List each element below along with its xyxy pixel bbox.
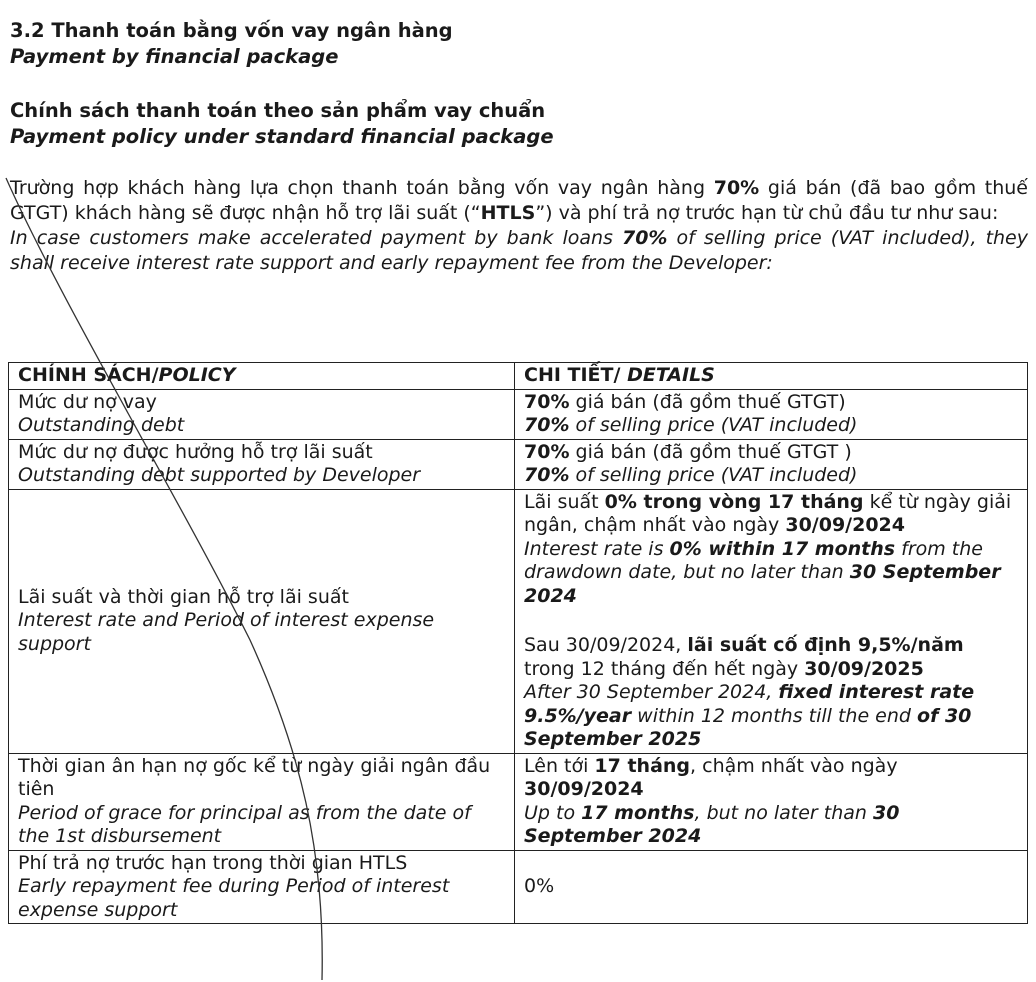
row-detail <box>515 489 1028 753</box>
detail-text: trong 12 tháng đến hết ngày <box>524 657 805 680</box>
detail-bold: 30/09/2025 <box>804 657 924 680</box>
detail-text: within 12 months till the end <box>631 704 918 727</box>
row-detail <box>515 439 1028 489</box>
detail-text: , chậm nhất vào ngày <box>690 754 898 777</box>
table-row <box>9 389 1028 439</box>
intro-en-text: of selling price (VAT included), they shall receive interest rate support and early repayment fee from the Developer: <box>10 227 1028 274</box>
row-label <box>9 850 515 924</box>
detail-bold: 70% <box>524 414 570 436</box>
row-label-en: Outstanding debt <box>18 414 185 436</box>
intro-en-percent: 70% <box>621 227 668 249</box>
header-details-en: DETAILS <box>627 364 715 386</box>
detail-bold: fixed interest rate 9.5%/year <box>524 681 975 727</box>
detail-vi <box>524 441 1018 465</box>
detail-text: giá bán (đã gồm thuế GTGT ) <box>569 440 852 463</box>
policy-heading-vi: Chính sách thanh toán theo sản phẩm vay chuẩn <box>10 99 546 122</box>
intro-vi <box>10 176 1028 226</box>
table-row <box>9 753 1028 850</box>
detail-text: from the drawdown date, but no later than <box>524 537 983 583</box>
row-label-vi: Phí trả nợ trước hạn trong thời gian HTLS <box>18 851 408 874</box>
detail-bold: lãi suất cố định 9,5%/năm <box>687 634 964 656</box>
row-label-vi: Lãi suất và thời gian hỗ trợ lãi suất <box>18 585 349 608</box>
detail-bold: of 30 September 2025 <box>524 704 972 750</box>
detail-bold: 17 tháng <box>594 754 691 777</box>
detail-vi <box>524 391 1018 415</box>
detail-bold: 0% within 17 months <box>669 537 896 560</box>
detail-en <box>524 414 1018 438</box>
table-row <box>9 489 1028 753</box>
policy-table <box>8 362 1028 924</box>
policy-heading-en: Payment policy under standard financial package <box>10 125 554 148</box>
detail-text: of selling price (VAT included) <box>569 464 858 486</box>
detail-bold: 30 September 2024 <box>524 801 900 847</box>
detail-text: Lên tới <box>524 754 595 777</box>
row-label <box>9 389 515 439</box>
section-heading <box>10 18 453 70</box>
row-detail <box>515 753 1028 850</box>
section-title-vi: 3.2 Thanh toán bằng vốn vay ngân hàng <box>10 19 453 42</box>
detail-text: Up to <box>524 801 582 824</box>
row-label-en: Outstanding debt supported by Developer <box>18 464 421 486</box>
detail-bold: 70% <box>524 390 570 413</box>
header-details-vi: CHI TIẾT/ <box>524 364 628 386</box>
detail-text: giá bán (đã gồm thuế GTGT) <box>569 390 846 413</box>
detail-text: Lãi suất <box>524 490 605 513</box>
detail-en <box>524 464 1018 488</box>
header-policy-vi: CHÍNH SÁCH/ <box>18 364 159 386</box>
row-label-vi: Mức dư nợ vay <box>18 390 157 413</box>
detail-bold: 70% <box>524 464 570 486</box>
header-policy <box>9 363 515 390</box>
row-label-en: Period of grace for principal as from the date of the 1st disbursement <box>18 801 471 847</box>
row-label <box>9 753 515 850</box>
row-label-en: Interest rate and Period of interest expense support <box>18 609 435 655</box>
detail-en <box>524 802 1018 849</box>
intro-vi-htls: HTLS <box>480 202 536 224</box>
detail-text: kể từ ngày giải ngân, chậm nhất vào ngày <box>524 490 1012 536</box>
detail-text: , but no later than <box>694 801 873 824</box>
header-details <box>515 363 1028 390</box>
row-label-vi: Thời gian ân hạn nợ gốc kể từ ngày giải ngân đầu tiên <box>18 754 491 800</box>
detail-bold: 70% <box>524 440 570 463</box>
intro-en <box>10 226 1028 276</box>
detail-text: 0% <box>524 875 555 897</box>
intro-vi-percent: 70% <box>713 177 760 199</box>
detail-bold: 30 September 2024 <box>524 561 1001 607</box>
row-label-en: Early repayment fee during Period of interest expense support <box>18 875 450 921</box>
row-label <box>9 489 515 753</box>
intro-en-text: In case customers make accelerated payment by bank loans <box>10 227 622 249</box>
table-row <box>9 850 1028 924</box>
detail-text: Interest rate is <box>524 537 670 560</box>
intro-paragraph <box>10 176 1028 276</box>
intro-vi-text: Trường hợp khách hàng lựa chọn thanh toán bằng vốn vay ngân hàng <box>10 177 714 199</box>
detail-bold: 30/09/2024 <box>524 778 644 800</box>
detail-vi <box>524 491 1018 538</box>
detail-en <box>524 538 1018 609</box>
section-title-en: Payment by financial package <box>10 45 339 68</box>
detail-vi <box>524 755 1018 802</box>
row-detail <box>515 850 1028 924</box>
detail-text: After 30 September 2024, <box>524 681 779 703</box>
policy-heading <box>10 98 554 150</box>
detail-text: Sau 30/09/2024, <box>524 634 688 656</box>
detail-bold: 0% trong vòng 17 tháng <box>604 490 864 513</box>
table-header-row <box>9 363 1028 390</box>
detail-en <box>524 681 1018 752</box>
detail-vi <box>524 634 1018 681</box>
header-policy-en: POLICY <box>158 364 236 386</box>
detail-text: of selling price (VAT included) <box>569 414 858 436</box>
detail-bold: 17 months <box>581 801 695 824</box>
row-label <box>9 439 515 489</box>
table-row <box>9 439 1028 489</box>
row-label-vi: Mức dư nợ được hưởng hỗ trợ lãi suất <box>18 440 373 463</box>
intro-vi-text: ”) và phí trả nợ trước hạn từ chủ đầu tư như sau: <box>535 202 999 224</box>
detail-bold: 30/09/2024 <box>785 514 905 536</box>
row-detail <box>515 389 1028 439</box>
intro-vi-text: giá bán (đã bao gồm thuế GTGT) khách hàng sẽ được nhận hỗ trợ lãi suất (“ <box>10 177 1028 224</box>
